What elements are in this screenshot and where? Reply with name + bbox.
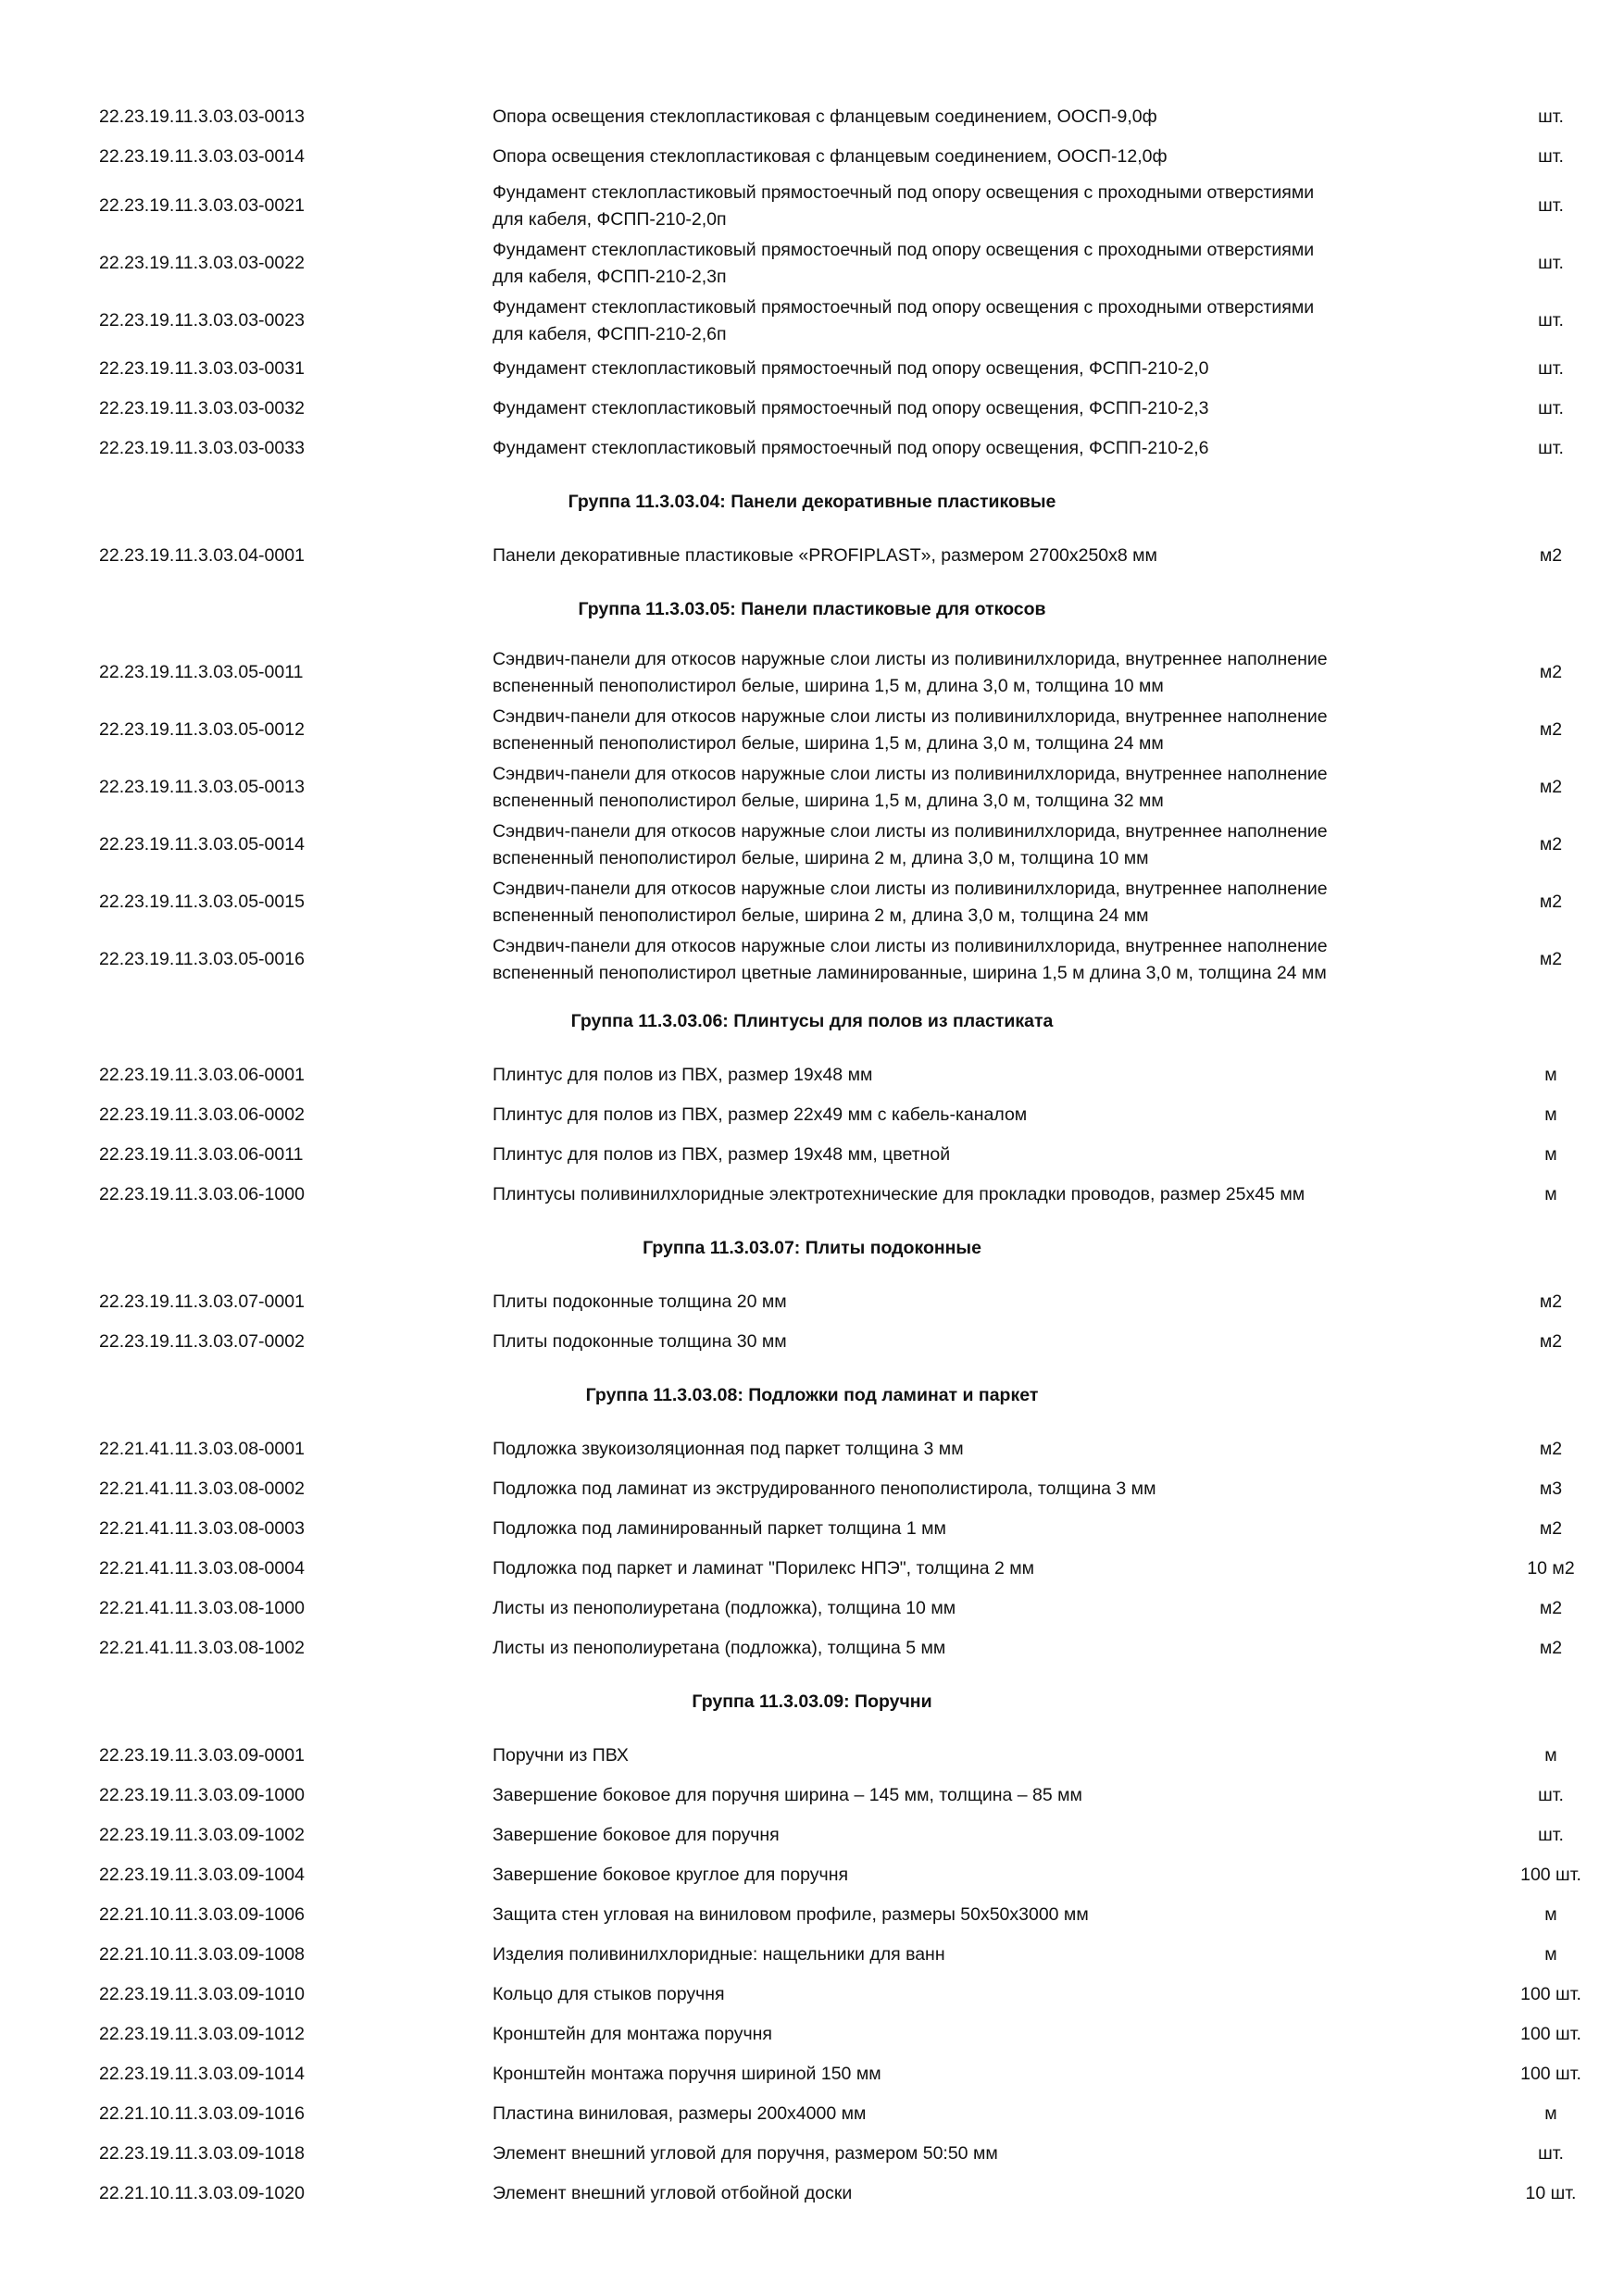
item-unit: м	[1544, 1144, 1557, 1165]
item-unit: м2	[1539, 1638, 1563, 1658]
item-unit: шт.	[1538, 1785, 1564, 1805]
item-code: 22.23.19.11.3.03.09-1000	[99, 1785, 305, 1805]
item-name: Поручни из ПВХ	[493, 1745, 629, 1766]
item-code: 22.23.19.11.3.03.03-0032	[99, 398, 305, 418]
item-unit: м2	[1539, 1292, 1563, 1312]
item-code: 22.23.19.11.3.03.05-0012	[99, 718, 305, 740]
item-code: 22.23.19.11.3.03.07-0001	[99, 1292, 305, 1312]
item-unit: м	[1544, 1104, 1557, 1125]
item-name: Подложка под ламинат из экструдированного пенополистирола, толщина 3 мм	[493, 1479, 1156, 1499]
group-heading: Группа 11.3.03.06: Плинтусы для полов из пластиката	[570, 1011, 1054, 1031]
item-name: Сэндвич-панели для откосов наружные слои листы из поливинилхлорида, внутреннее наполнение вспененный пенополистирол белые, ширина 2 м, длина 3,0 м, толщина 10 мм	[493, 820, 1328, 868]
item-unit: м2	[1539, 661, 1563, 682]
item-name: Защита стен угловая на виниловом профиле, размеры 50x50x3000 мм	[493, 1904, 1089, 1925]
item-name: Кронштейн для монтажа поручня	[493, 2024, 772, 2044]
item-code: 22.23.19.11.3.03.03-0021	[99, 194, 305, 216]
item-unit: 10 шт.	[1525, 2183, 1577, 2203]
item-name: Опора освещения стеклопластиковая с фланцевым соединением, ООСП-9,0ф	[493, 106, 1157, 127]
item-name: Подложка под паркет и ламинат "Порилекс НПЭ", толщина 2 мм	[493, 1558, 1035, 1578]
item-unit: шт.	[1538, 106, 1564, 127]
item-unit: шт.	[1538, 2143, 1564, 2164]
item-code: 22.21.41.11.3.03.08-0003	[99, 1518, 305, 1539]
item-code: 22.23.19.11.3.03.09-1012	[99, 2024, 305, 2044]
item-name: Сэндвич-панели для откосов наружные слои листы из поливинилхлорида, внутреннее наполнение вспененный пенополистирол белые, ширина 1,5 м, длина 3,0 м, толщина 24 мм	[493, 705, 1328, 754]
item-code: 22.23.19.11.3.03.03-0014	[99, 146, 305, 167]
item-unit: м2	[1539, 1439, 1563, 1459]
item-code: 22.23.19.11.3.03.09-1004	[99, 1865, 305, 1885]
item-code: 22.23.19.11.3.03.09-1002	[99, 1825, 305, 1845]
item-name: Сэндвич-панели для откосов наружные слои листы из поливинилхлорида, внутреннее наполнение вспененный пенополистирол белые, ширина 1,5 м, длина 3,0 м, толщина 32 мм	[493, 763, 1328, 811]
item-name: Плинтус для полов из ПВХ, размер 19x48 мм, цветной	[493, 1144, 951, 1165]
item-unit: 100 шт.	[1520, 1984, 1581, 2004]
item-unit: шт.	[1538, 438, 1564, 458]
item-name: Фундамент стеклопластиковый прямостоечный под опору освещения с проходными отверстиями для кабеля, ФСПП-210-2,6п	[493, 296, 1315, 344]
item-code: 22.23.19.11.3.03.05-0015	[99, 891, 305, 912]
item-code: 22.21.41.11.3.03.08-1000	[99, 1598, 305, 1618]
item-code: 22.21.10.11.3.03.09-1006	[99, 1904, 305, 1925]
item-name: Плиты подоконные толщина 20 мм	[493, 1292, 787, 1312]
item-name: Сэндвич-панели для откосов наружные слои листы из поливинилхлорида, внутреннее наполнение вспененный пенополистирол цветные ламинированные, ширина 1,5 м длина 3,0 м, толщина 24 мм	[493, 935, 1328, 983]
item-unit: м2	[1539, 833, 1563, 855]
item-unit: м2	[1539, 545, 1563, 566]
item-unit: шт.	[1538, 398, 1564, 418]
item-name: Кольцо для стыков поручня	[493, 1984, 725, 2004]
item-code: 22.23.19.11.3.03.05-0011	[99, 661, 304, 682]
item-code: 22.21.41.11.3.03.08-0004	[99, 1558, 305, 1578]
item-unit: м	[1544, 1184, 1557, 1204]
item-unit: 100 шт.	[1520, 1865, 1581, 1885]
item-unit: шт.	[1538, 252, 1564, 273]
item-name: Плинтус для полов из ПВХ, размер 22x49 мм с кабель-каналом	[493, 1104, 1028, 1125]
item-name: Элемент внешний угловой для поручня, размером 50:50 мм	[493, 2143, 998, 2164]
item-name: Опора освещения стеклопластиковая с фланцевым соединением, ООСП-12,0ф	[493, 146, 1168, 167]
item-code: 22.23.19.11.3.03.03-0033	[99, 438, 305, 458]
item-name: Завершение боковое круглое для поручня	[493, 1865, 849, 1885]
group-heading: Группа 11.3.03.07: Плиты подоконные	[643, 1238, 981, 1258]
item-code: 22.21.10.11.3.03.09-1016	[99, 2103, 305, 2124]
item-name: Фундамент стеклопластиковый прямостоечный под опору освещения, ФСПП-210-2,3	[493, 398, 1209, 418]
item-unit: м2	[1539, 1331, 1563, 1352]
item-code: 22.21.10.11.3.03.09-1008	[99, 1944, 305, 1965]
item-name: Панели декоративные пластиковые «PROFIPLAST», размером 2700x250x8 мм	[493, 545, 1157, 566]
item-name: Завершение боковое для поручня	[493, 1825, 780, 1845]
item-unit: 100 шт.	[1520, 2064, 1581, 2084]
item-name: Фундамент стеклопластиковый прямостоечный под опору освещения с проходными отверстиями для кабеля, ФСПП-210-2,0п	[493, 181, 1315, 230]
item-name: Элемент внешний угловой отбойной доски	[493, 2183, 853, 2203]
item-unit: м2	[1539, 948, 1563, 969]
item-code: 22.23.19.11.3.03.05-0016	[99, 948, 305, 969]
item-unit: м2	[1539, 1518, 1563, 1539]
item-code: 22.23.19.11.3.03.09-1018	[99, 2143, 305, 2164]
item-unit: шт.	[1538, 358, 1564, 379]
item-code: 22.23.19.11.3.03.09-0001	[99, 1745, 305, 1766]
item-unit: м3	[1539, 1479, 1563, 1499]
group-heading: Группа 11.3.03.04: Панели декоративные пластиковые	[568, 492, 1056, 512]
item-unit: шт.	[1538, 194, 1564, 216]
item-unit: м	[1544, 1065, 1557, 1085]
item-name: Кронштейн монтажа поручня шириной 150 мм	[493, 2064, 881, 2084]
item-unit: м2	[1539, 718, 1563, 740]
item-name: Плиты подоконные толщина 30 мм	[493, 1331, 787, 1352]
group-heading: Группа 11.3.03.08: Подложки под ламинат и паркет	[585, 1385, 1039, 1405]
item-name: Плинтус для полов из ПВХ, размер 19x48 мм	[493, 1065, 873, 1085]
item-name: Завершение боковое для поручня ширина – 145 мм, толщина – 85 мм	[493, 1785, 1082, 1805]
item-name: Листы из пенополиуретана (подложка), толщина 10 мм	[493, 1598, 956, 1618]
item-name: Плинтусы поливинилхлоридные электротехнические для прокладки проводов, размер 25x45 мм	[493, 1184, 1305, 1204]
item-name: Фундамент стеклопластиковый прямостоечный под опору освещения с проходными отверстиями для кабеля, ФСПП-210-2,3п	[493, 239, 1315, 287]
item-code: 22.23.19.11.3.03.09-1010	[99, 1984, 305, 2004]
item-unit: м2	[1539, 776, 1563, 797]
item-code: 22.23.19.11.3.03.07-0002	[99, 1331, 305, 1352]
item-code: 22.21.41.11.3.03.08-1002	[99, 1638, 305, 1658]
item-code: 22.21.41.11.3.03.08-0001	[99, 1439, 305, 1459]
item-name: Изделия поливинилхлоридные: нащельники для ванн	[493, 1944, 945, 1965]
item-unit: м	[1544, 1904, 1557, 1925]
item-code: 22.23.19.11.3.03.06-1000	[99, 1184, 305, 1204]
item-code: 22.23.19.11.3.03.06-0001	[99, 1065, 305, 1085]
item-code: 22.23.19.11.3.03.03-0022	[99, 252, 305, 273]
item-unit: 100 шт.	[1520, 2024, 1581, 2044]
item-unit: шт.	[1538, 1825, 1564, 1845]
item-unit: 10 м2	[1527, 1558, 1575, 1578]
item-unit: м	[1544, 1944, 1557, 1965]
group-heading: Группа 11.3.03.09: Поручни	[692, 1691, 932, 1712]
item-name: Фундамент стеклопластиковый прямостоечный под опору освещения, ФСПП-210-2,0	[493, 358, 1209, 379]
item-name: Подложка под ламинированный паркет толщина 1 мм	[493, 1518, 946, 1539]
item-unit: шт.	[1538, 146, 1564, 167]
item-name: Сэндвич-панели для откосов наружные слои листы из поливинилхлорида, внутреннее наполнение вспененный пенополистирол белые, ширина 1,5 м, длина 3,0 м, толщина 10 мм	[493, 648, 1328, 696]
item-unit: м	[1544, 1745, 1557, 1766]
item-unit: м2	[1539, 891, 1563, 912]
item-name: Фундамент стеклопластиковый прямостоечный под опору освещения, ФСПП-210-2,6	[493, 438, 1209, 458]
group-heading: Группа 11.3.03.05: Панели пластиковые для откосов	[578, 599, 1046, 619]
item-code: 22.23.19.11.3.03.05-0014	[99, 833, 305, 855]
item-code: 22.23.19.11.3.03.04-0001	[99, 545, 305, 566]
item-name: Листы из пенополиуретана (подложка), толщина 5 мм	[493, 1638, 946, 1658]
item-code: 22.23.19.11.3.03.06-0011	[99, 1144, 304, 1165]
item-code: 22.23.19.11.3.03.03-0031	[99, 358, 305, 379]
item-unit: м	[1544, 2103, 1557, 2124]
item-code: 22.21.10.11.3.03.09-1020	[99, 2183, 305, 2203]
item-code: 22.23.19.11.3.03.05-0013	[99, 776, 305, 797]
item-code: 22.23.19.11.3.03.03-0013	[99, 106, 305, 127]
item-unit: м2	[1539, 1598, 1563, 1618]
item-code: 22.23.19.11.3.03.06-0002	[99, 1104, 305, 1125]
item-name: Пластина виниловая, размеры 200x4000 мм	[493, 2103, 867, 2124]
item-name: Сэндвич-панели для откосов наружные слои листы из поливинилхлорида, внутреннее наполнение вспененный пенополистирол белые, ширина 2 м, длина 3,0 м, толщина 24 мм	[493, 878, 1328, 926]
item-code: 22.23.19.11.3.03.03-0023	[99, 309, 305, 331]
item-name: Подложка звукоизоляционная под паркет толщина 3 мм	[493, 1439, 964, 1459]
item-code: 22.23.19.11.3.03.09-1014	[99, 2064, 305, 2084]
item-code: 22.21.41.11.3.03.08-0002	[99, 1479, 305, 1499]
item-unit: шт.	[1538, 309, 1564, 331]
